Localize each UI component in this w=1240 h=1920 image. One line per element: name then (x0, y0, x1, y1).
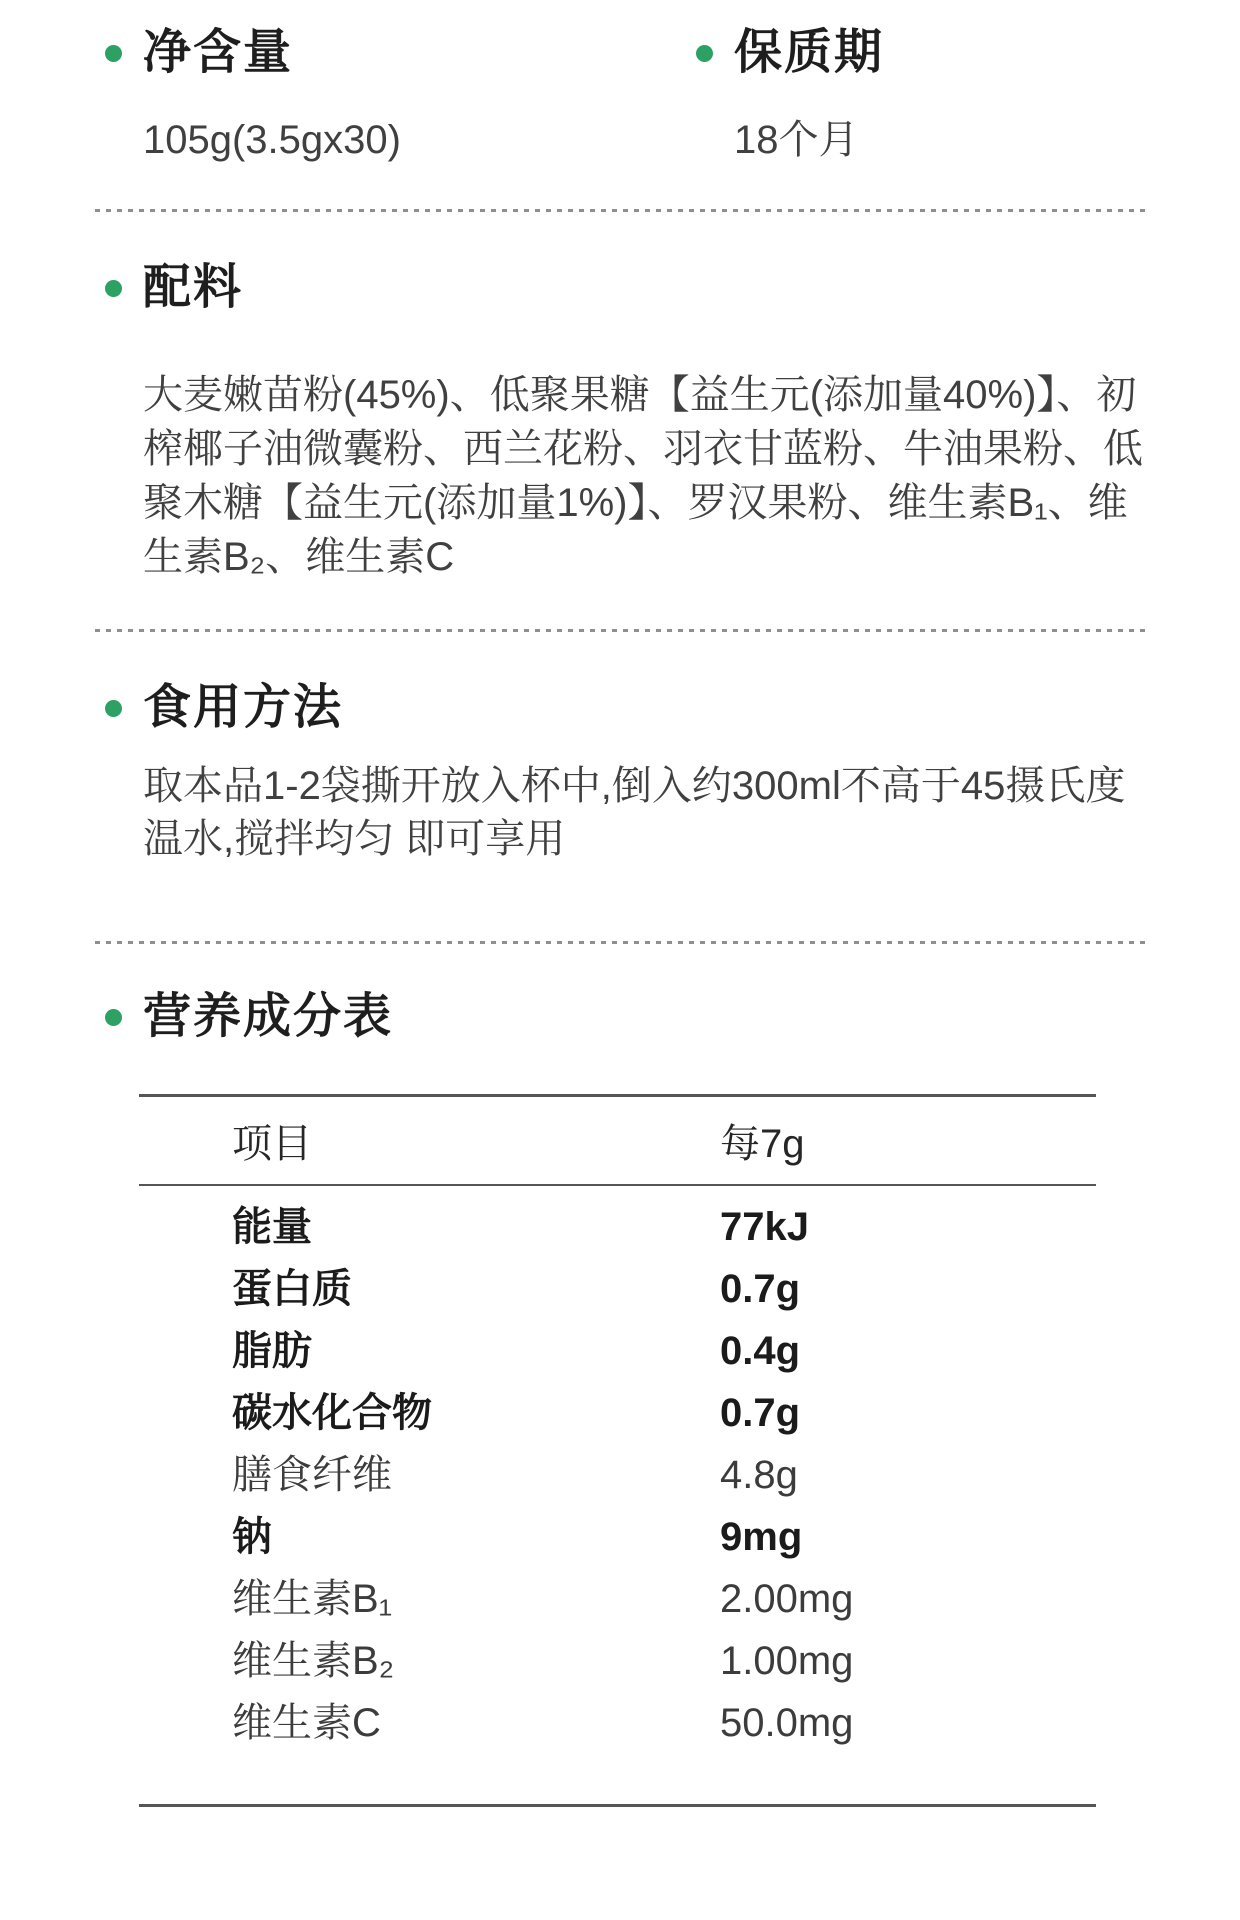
nutrient-value: 1.00mg (720, 1639, 854, 1683)
bullet-icon (105, 45, 122, 62)
nutrient-label: 脂肪 (232, 1329, 312, 1373)
table-row (139, 1444, 1096, 1506)
nutrient-value: 9mg (720, 1515, 803, 1559)
dotted-divider (95, 209, 1145, 212)
ingredients-text: 大麦嫩苗粉(45%)、低聚果糖【益生元(添加量40%)】、初榨椰子油微囊粉、西兰花粉、羽衣甘蓝粉、牛油果粉、低聚木糖【益生元(添加量1%)】、罗汉果粉、维生素B₁、维生素B₂、维生素C (143, 373, 1143, 579)
table-row (139, 1692, 1096, 1754)
dotted-divider (95, 629, 1145, 632)
nutrient-label: 维生素C (232, 1701, 381, 1745)
nutrient-value: 2.00mg (720, 1577, 854, 1621)
table-row (139, 1320, 1096, 1382)
bullet-icon (105, 280, 122, 297)
shelf-life-header (686, 25, 1145, 81)
nutrient-value: 0.7g (720, 1391, 801, 1435)
nutrient-value: 4.8g (720, 1453, 798, 1497)
net-content-title: 净含量 (143, 26, 294, 79)
table-header (139, 1097, 1096, 1186)
net-content-value: 105g(3.5gx30) (143, 118, 401, 162)
usage-text: 取本品1-2袋撕开放入杯中,倒入约300ml不高于45摄氏度温水,搅拌均匀 即可享用 (143, 764, 1126, 861)
nutrient-value: 50.0mg (720, 1701, 854, 1745)
nutrition-rows (139, 1186, 1096, 1804)
bullet-icon (105, 1009, 122, 1026)
top-section (95, 25, 1145, 164)
nutrient-value: 0.4g (720, 1329, 801, 1373)
usage-header (95, 680, 1145, 736)
section-usage (95, 680, 1145, 866)
ingredients-title: 配料 (143, 261, 244, 314)
table-row (139, 1506, 1096, 1568)
section-net-content (95, 25, 686, 164)
nutrient-label: 维生素B₂ (232, 1639, 395, 1683)
table-row (139, 1258, 1096, 1320)
nutrition-title: 营养成分表 (143, 990, 394, 1043)
column-header-item: 项目 (232, 1122, 312, 1166)
table-row (139, 1630, 1096, 1692)
table-row (139, 1382, 1096, 1444)
nutrition-header (95, 989, 1145, 1045)
usage-title: 食用方法 (143, 681, 344, 734)
bullet-icon (105, 700, 122, 717)
nutrient-label: 钠 (232, 1515, 272, 1559)
nutrient-value: 77kJ (720, 1205, 809, 1249)
dotted-divider (95, 941, 1145, 944)
section-nutrition (95, 989, 1145, 1807)
nutrient-label: 碳水化合物 (232, 1391, 432, 1435)
net-content-header (95, 25, 686, 81)
bullet-icon (696, 45, 713, 62)
nutrient-value: 0.7g (720, 1267, 801, 1311)
shelf-life-title: 保质期 (734, 26, 885, 79)
nutrient-label: 维生素B₁ (232, 1577, 393, 1621)
nutrient-label: 膳食纤维 (232, 1453, 392, 1497)
section-shelf-life (686, 25, 1145, 164)
table-row (139, 1568, 1096, 1630)
nutrient-label: 能量 (232, 1205, 312, 1249)
ingredients-header (95, 260, 1145, 316)
table-row (139, 1196, 1096, 1258)
nutrition-table (139, 1094, 1096, 1807)
column-header-per7g: 每7g (720, 1122, 805, 1166)
nutrient-label: 蛋白质 (232, 1267, 352, 1311)
shelf-life-value: 18个月 (734, 118, 859, 162)
section-ingredients (95, 260, 1145, 584)
